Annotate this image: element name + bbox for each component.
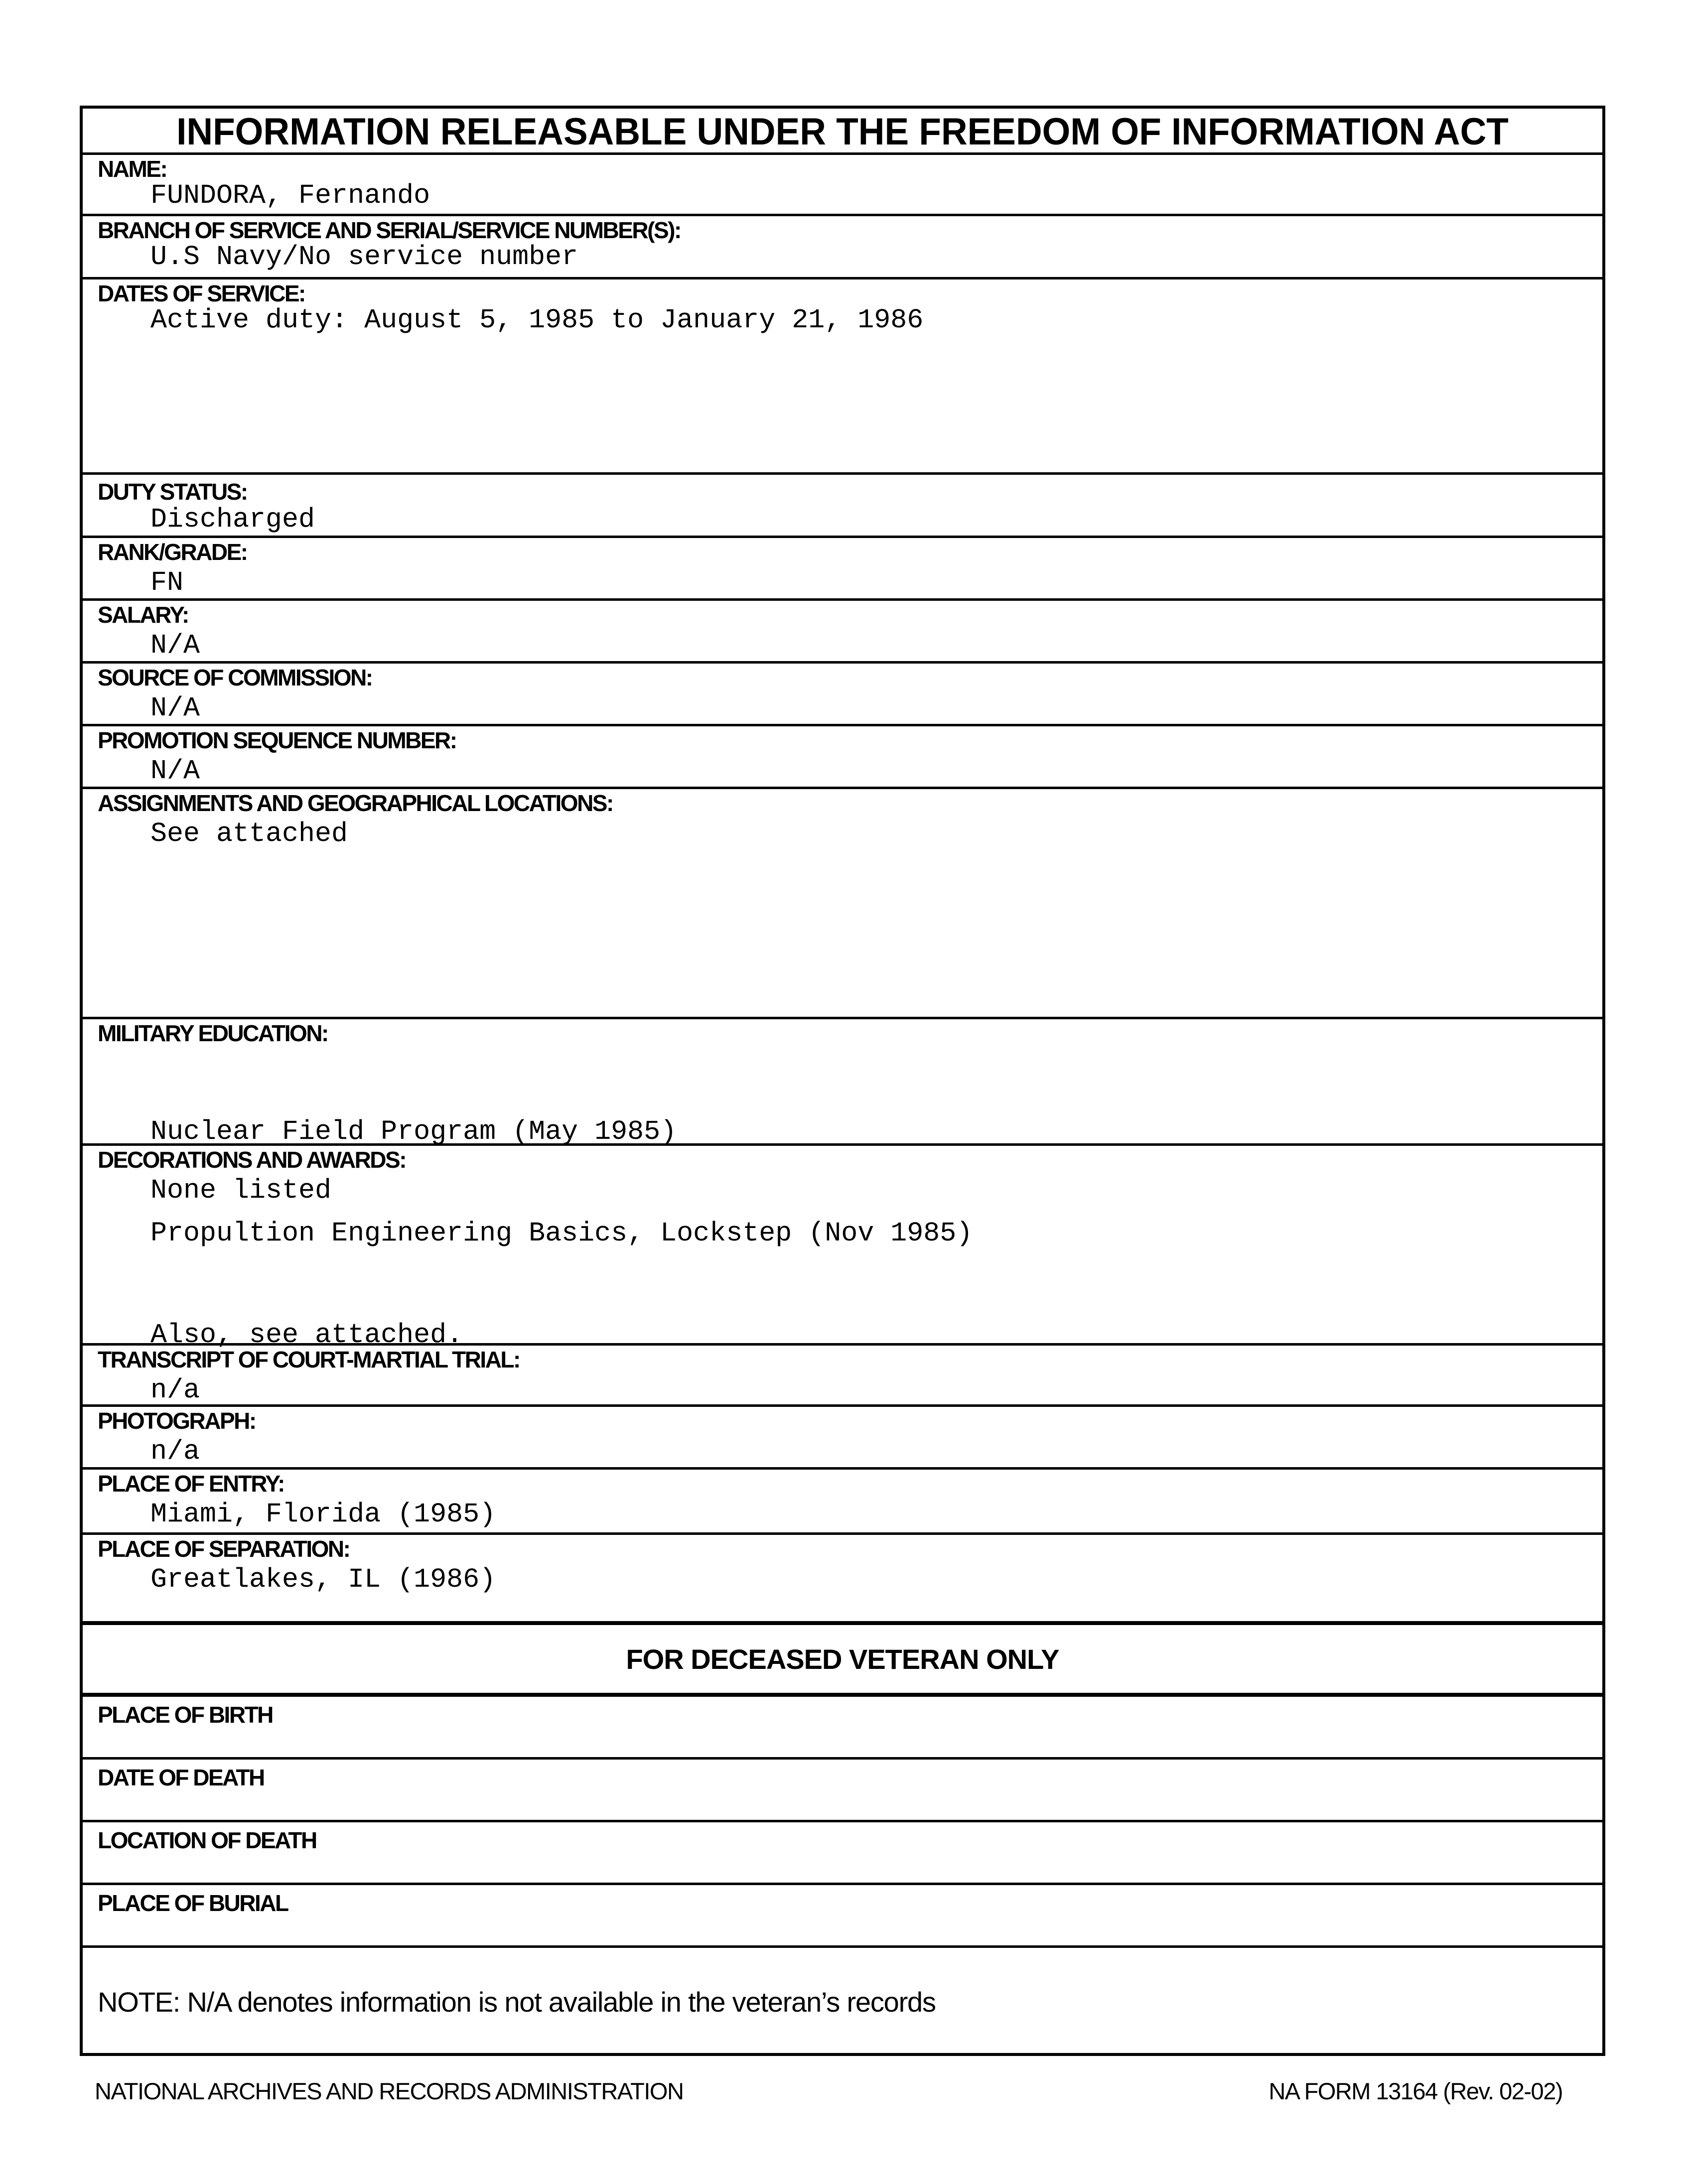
field-value: See attached — [150, 818, 348, 849]
field-label: PLACE OF SEPARATION: — [98, 1536, 350, 1562]
field-value: None listed — [150, 1175, 332, 1206]
field-duty-status — [83, 475, 1602, 538]
field-value: Active duty: August 5, 1985 to January 21, 1986 — [150, 304, 924, 336]
field-label: RANK/GRADE: — [98, 539, 247, 565]
field-name — [83, 155, 1602, 216]
field-label: DATES OF SERVICE: — [98, 280, 305, 306]
field-value: Discharged — [150, 504, 315, 535]
field-value: n/a — [150, 1374, 200, 1406]
field-promotion-sequence — [83, 726, 1602, 789]
field-rank-grade — [83, 538, 1602, 601]
field-label: SOURCE OF COMMISSION: — [98, 665, 372, 690]
footer-agency: NATIONAL ARCHIVES AND RECORDS ADMINISTRATION — [95, 2078, 684, 2104]
field-label: TRANSCRIPT OF COURT-MARTIAL TRIAL: — [98, 1347, 520, 1372]
form-title-row — [83, 109, 1602, 155]
field-decorations — [83, 1146, 1602, 1346]
education-item: Also, see attached. — [150, 1319, 463, 1351]
field-place-of-burial — [83, 1885, 1602, 1948]
field-date-of-death — [83, 1760, 1602, 1822]
field-value: U.S Navy/No service number — [150, 241, 578, 273]
field-label: BRANCH OF SERVICE AND SERIAL/SERVICE NUMBER(S): — [98, 217, 681, 243]
field-assignments — [83, 789, 1602, 1019]
field-label: SALARY: — [98, 602, 188, 628]
field-value: FN — [150, 567, 184, 598]
field-label: PHOTOGRAPH: — [98, 1408, 256, 1434]
form-title: INFORMATION RELEASABLE UNDER THE FREEDOM OF INFORMATION ACT — [176, 111, 1509, 153]
field-label: MILITARY EDUCATION: — [98, 1020, 328, 1046]
field-value: Greatlakes, IL (1986) — [150, 1564, 496, 1595]
field-branch — [83, 216, 1602, 279]
field-salary — [83, 601, 1602, 664]
field-label: DUTY STATUS: — [98, 479, 247, 505]
field-label: LOCATION OF DEATH — [98, 1827, 316, 1853]
field-place-of-separation — [83, 1535, 1602, 1625]
footer-form-number: NA FORM 13164 (Rev. 02-02) — [1268, 2078, 1562, 2104]
field-court-martial — [83, 1346, 1602, 1407]
field-value: Miami, Florida (1985) — [150, 1499, 496, 1530]
field-place-of-entry — [83, 1470, 1602, 1535]
deceased-heading: FOR DECEASED VETERAN ONLY — [626, 1643, 1059, 1675]
field-label: NAME: — [98, 156, 167, 182]
field-photograph — [83, 1407, 1602, 1470]
field-label: PLACE OF BIRTH — [98, 1702, 273, 1728]
education-item: Propultion Engineering Basics, Lockstep (Nov 1985) — [150, 1218, 973, 1249]
na-note: NOTE: N/A denotes information is not available in the veteran’s records — [98, 1986, 936, 2018]
field-label: PLACE OF ENTRY: — [98, 1471, 284, 1497]
field-dates-of-service — [83, 279, 1602, 475]
field-value: N/A — [150, 692, 200, 724]
field-value: N/A — [150, 630, 200, 661]
field-value: n/a — [150, 1436, 200, 1467]
field-source-of-commission — [83, 664, 1602, 726]
field-label: ASSIGNMENTS AND GEOGRAPHICAL LOCATIONS: — [98, 790, 613, 816]
field-label: DATE OF DEATH — [98, 1765, 264, 1790]
note-row — [83, 1948, 1602, 2053]
field-value: FUNDORA, Fernando — [150, 180, 430, 211]
field-place-of-birth — [83, 1697, 1602, 1760]
education-item: Nuclear Field Program (May 1985) — [150, 1116, 677, 1147]
field-label: PLACE OF BURIAL — [98, 1890, 288, 1916]
field-value: N/A — [150, 755, 200, 787]
field-location-of-death — [83, 1822, 1602, 1885]
deceased-section-header — [83, 1625, 1602, 1697]
field-label: DECORATIONS AND AWARDS: — [98, 1147, 406, 1173]
field-label: PROMOTION SEQUENCE NUMBER: — [98, 727, 456, 753]
foia-release-form — [80, 106, 1605, 2056]
